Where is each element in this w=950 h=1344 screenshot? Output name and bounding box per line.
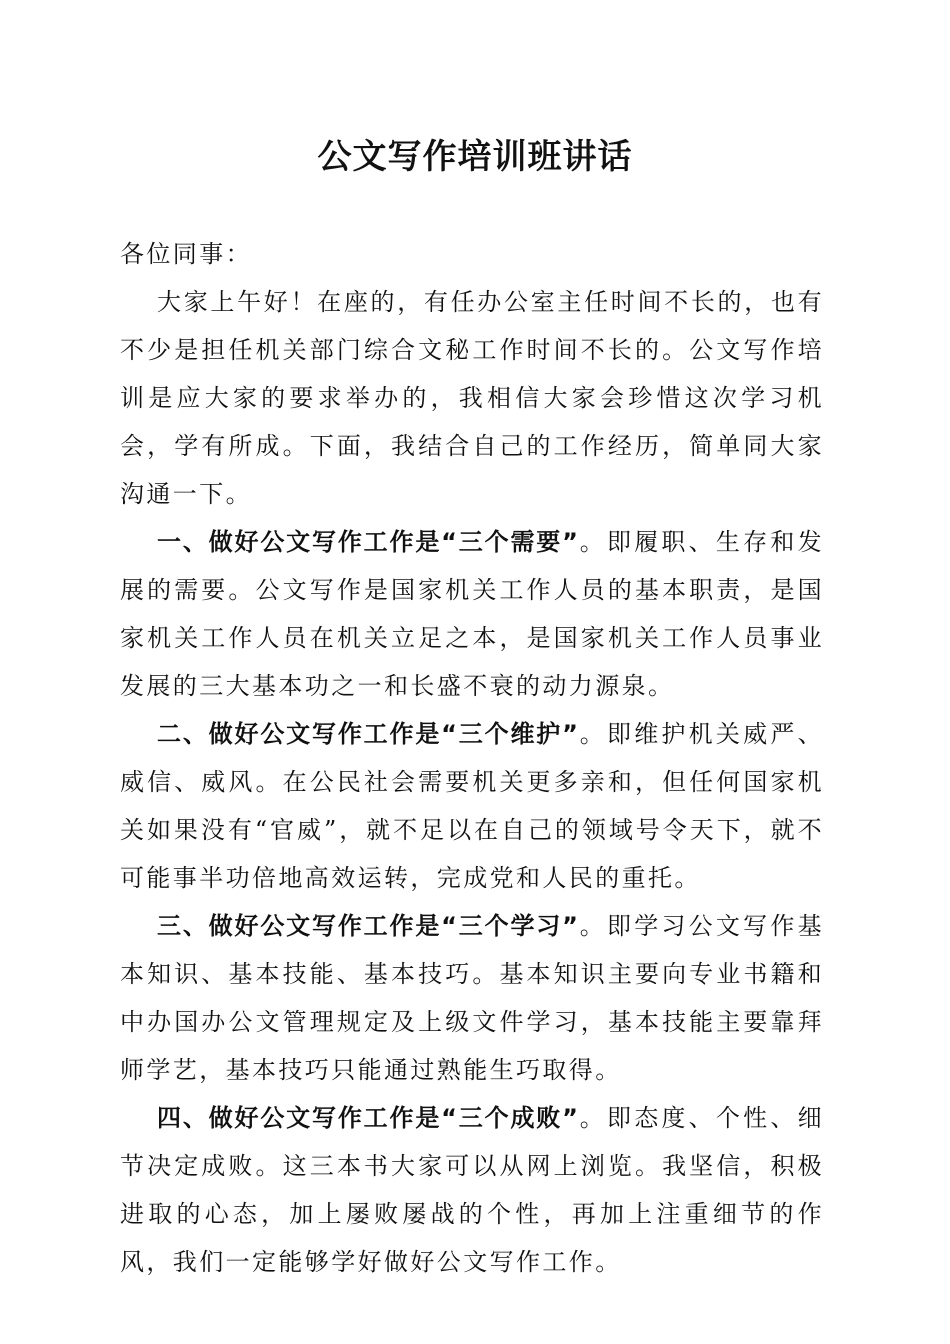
section-text-3: 。即学习公文写作基本知识、基本技能、基本技巧。基本知识主要向专业书籍和中办国办公文管理规定及上级文件学习，基本技能主要靠拜师学艺，基本技巧只能通过熟能生巧取得。 [120,912,824,1084]
section-text-1: 。即履职、生存和发展的需要。公文写作是国家机关工作人员的基本职责，是国家机关工作人员在机关立足之本，是国家机关工作人员事业发展的三大基本功之一和长盛不衰的动力源泉。 [120,528,824,700]
section-paragraph-4 [120,1094,824,1286]
section-paragraph-1 [120,518,824,710]
section-paragraph-2 [120,710,824,902]
document-body [120,230,824,1286]
salutation: 各位同事： [120,240,252,268]
section-text-2: 。即维护机关威严、威信、威风。在公民社会需要机关更多亲和，但任何国家机关如果没有“官威”，就不足以在自己的领域号令天下，就不可能事半功倍地高效运转，完成党和人民的重托。 [120,720,824,892]
section-heading-3: 三、做好公文写作工作是“三个学习” [157,912,579,940]
section-text-4: 。即态度、个性、细节决定成败。这三本书大家可以从网上浏览。我坚信，积极进取的心态，加上屡败屡战的个性，再加上注重细节的作风，我们一定能够学好做好公文写作工作。 [120,1104,824,1276]
intro-paragraph: 大家上午好！在座的，有任办公室主任时间不长的，也有不少是担任机关部门综合文秘工作时间不长的。公文写作培训是应大家的要求举办的，我相信大家会珍惜这次学习机会，学有所成。下面，我结合自己的工作经历，简单同大家沟通一下。 [120,288,824,508]
section-heading-2: 二、做好公文写作工作是“三个维护” [157,720,579,748]
section-heading-4: 四、做好公文写作工作是“三个成败” [157,1104,579,1132]
section-heading-1: 一、做好公文写作工作是“三个需要” [157,528,579,556]
section-paragraph-3 [120,902,824,1094]
document-title: 公文写作培训班讲话 [317,137,633,177]
